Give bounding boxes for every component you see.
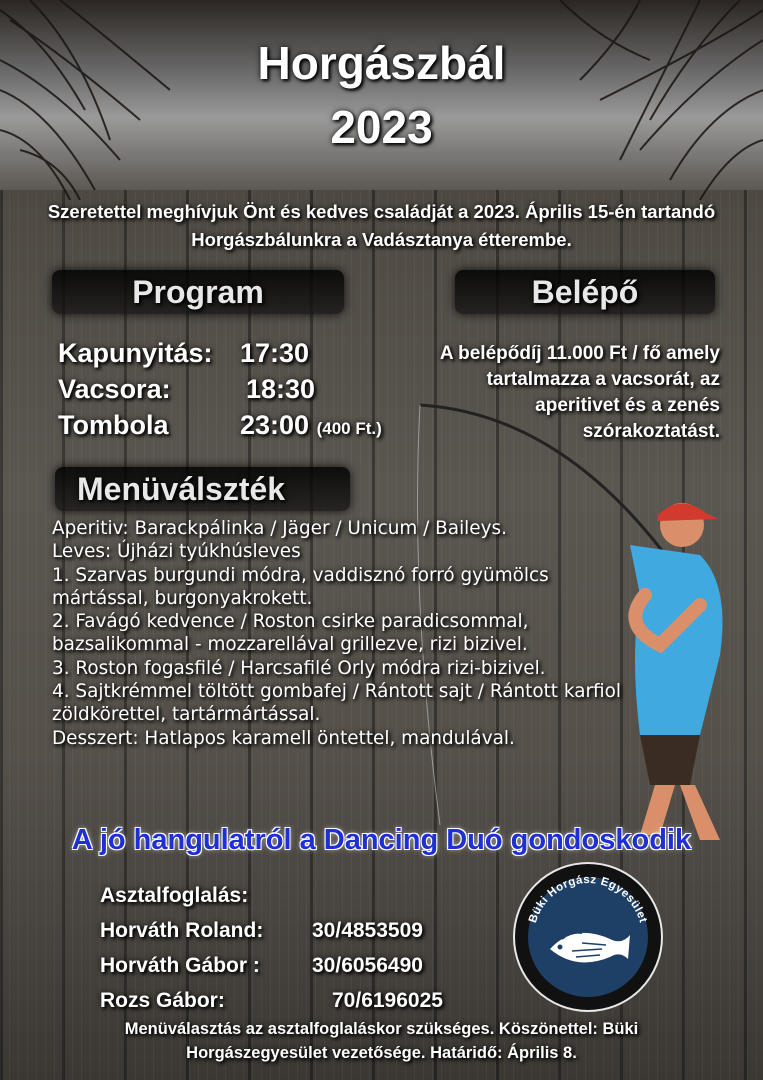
program-item-label: Kapunyitás: <box>58 338 213 368</box>
menu-line: 4. Sajtkrémmel töltött gombafej / Rántott sajt / Rántott karfiol <box>52 681 621 703</box>
contact-phone[interactable]: 30/6056490 <box>312 954 423 977</box>
program-item-time: 23:00 <box>240 410 310 440</box>
menu-line: Leves: Újházi tyúkhúsleves <box>52 541 301 563</box>
logo-text: Büki Horgász Egyesület <box>527 873 649 925</box>
contact-row <box>100 948 500 983</box>
contact-name: Rozs Gábor: <box>100 989 225 1012</box>
contact-phone[interactable]: 30/4853509 <box>312 919 423 942</box>
footer-note <box>30 1017 733 1065</box>
belepo-line: szórakoztatást. <box>582 421 720 442</box>
belepo-text <box>340 341 720 445</box>
intro-text: Szeretettel meghívjuk Önt és kedves családját a 2023. Április 15-én tartandó Horgászbálunkra a Vadásztanya étterembe. <box>47 201 716 250</box>
program-item-note: (400 Ft.) <box>316 419 382 438</box>
menu-line: mártással, burgonyakrokett. <box>52 587 313 609</box>
menu-line: Aperitiv: Barackpálinka / Jäger / Unicum / Baileys. <box>52 518 507 539</box>
contact-name: Horváth Gábor : <box>100 954 260 977</box>
contact-row <box>100 913 500 948</box>
program-item-time: 17:30 <box>240 338 310 368</box>
program-item-label: Tombola <box>58 410 169 440</box>
program-heading: Program <box>52 270 344 314</box>
entertainment-banner: A jó hangulatról a Dancing Duó gondoskodik <box>71 824 692 856</box>
program-item-time: 18:30 <box>246 374 316 404</box>
menu-list <box>52 517 742 750</box>
program-item <box>58 371 315 407</box>
title-line1: Horgászbál <box>257 37 506 89</box>
program-item-label: Vacsora: <box>58 374 171 404</box>
contact-row <box>100 983 500 1018</box>
belepo-heading: Belépő <box>455 270 715 314</box>
footer-line: Horgászegyesület vezetősége. Határidő: Április 8. <box>186 1044 577 1062</box>
menu-line: 2. Favágó kedvence / Roston csirke paradicsommal, <box>52 611 529 633</box>
belepo-line: A belépődíj 11.000 Ft / fő amely <box>439 343 720 364</box>
menu-heading: Menüválszték <box>55 467 350 511</box>
reservation-block <box>100 878 500 1018</box>
contact-name: Horváth Roland: <box>100 919 264 942</box>
club-logo <box>512 861 664 1013</box>
menu-line: 3. Roston fogasfilé / Harcsafilé Orly módra rizi-bizivel. <box>52 657 546 679</box>
menu-line: Desszert: Hatlapos karamell öntettel, mandulával. <box>52 727 515 749</box>
program-item <box>58 407 382 447</box>
menu-line: bazsalikommal - mozzarellával grillezve, rizi bizivel. <box>52 634 528 656</box>
reservation-heading: Asztalfoglalás: <box>100 884 249 907</box>
contact-phone[interactable]: 70/6196025 <box>332 989 443 1012</box>
belepo-line: tartalmazza a vacsorát, az <box>486 369 720 390</box>
menu-line: zöldkörettel, tartármártással. <box>52 704 321 726</box>
program-item <box>58 335 309 371</box>
footer-line: Menüválasztás az asztalfoglaláskor szükséges. Köszönettel: Büki <box>124 1020 639 1038</box>
menu-line: 1. Szarvas burgundi módra, vaddisznó forró gyümölcs <box>52 564 549 586</box>
title-line2: 2023 <box>330 101 433 153</box>
belepo-line: aperitivet és a zenés <box>535 395 720 416</box>
